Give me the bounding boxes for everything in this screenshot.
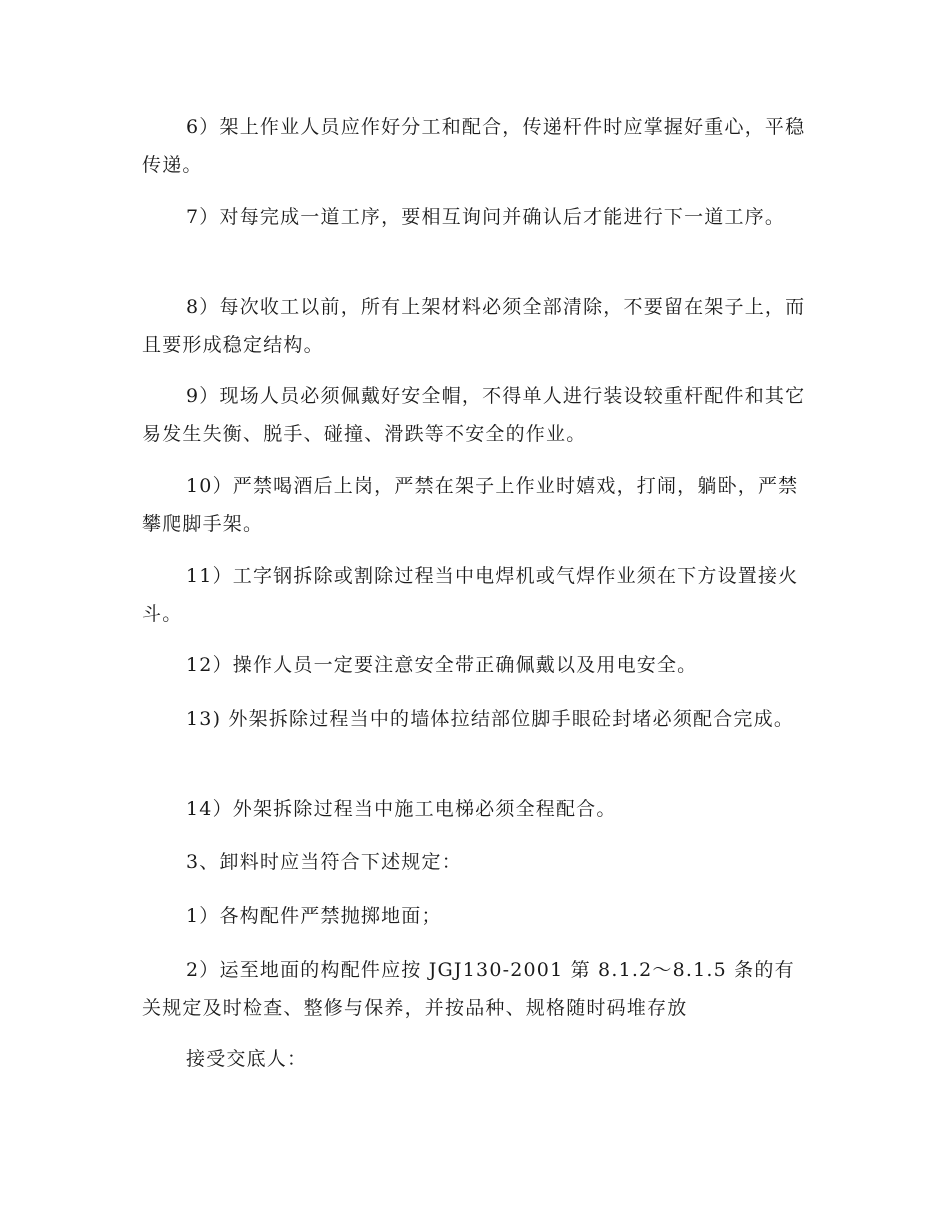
paragraph-item-7: 7）对每完成一道工序，要相互询问并确认后才能进行下一道工序。 [186,206,786,228]
recipient-signature-label: 接受交底人： [186,1048,308,1070]
paragraph-item-9: 9）现场人员必须佩戴好安全帽，不得单人进行装设较重杆配件和其它易发生失衡、脱手、碰撞、滑跌等不安全的作业。 [142,385,806,445]
paragraph-item-6: 6）架上作业人员应作好分工和配合，传递杆件时应掌握好重心，平稳传递。 [142,116,806,176]
unloading-rule-2: 2）运至地面的构配件应按 JGJ130-2001 第 8.1.2～8.1.5 条的有关规定及时检查、整修与保养，并按品种、规格随时码堆存放 [142,959,795,1019]
paragraph-item-10: 10）严禁喝酒后上岗，严禁在架子上作业时嬉戏，打闹，躺卧，严禁攀爬脚手架。 [142,475,799,535]
paragraph-item-14: 14）外架拆除过程当中施工电梯必须全程配合。 [186,798,617,820]
paragraph-item-11: 11）工字钢拆除或割除过程当中电焊机或气焊作业须在下方设置接火斗。 [142,565,799,625]
paragraph-item-8: 8）每次收工以前，所有上架材料必须全部清除，不要留在架子上，而且要形成稳定结构。 [142,296,806,356]
unloading-rule-1: 1）各构配件严禁抛掷地面； [186,905,442,927]
paragraph-item-12: 12）操作人员一定要注意安全带正确佩戴以及用电安全。 [186,654,698,676]
section-heading-unloading: 3、卸料时应当符合下述规定： [186,851,462,873]
paragraph-item-13: 13) 外架拆除过程当中的墙体拉结部位脚手眼砼封堵必须配合完成。 [186,708,795,730]
